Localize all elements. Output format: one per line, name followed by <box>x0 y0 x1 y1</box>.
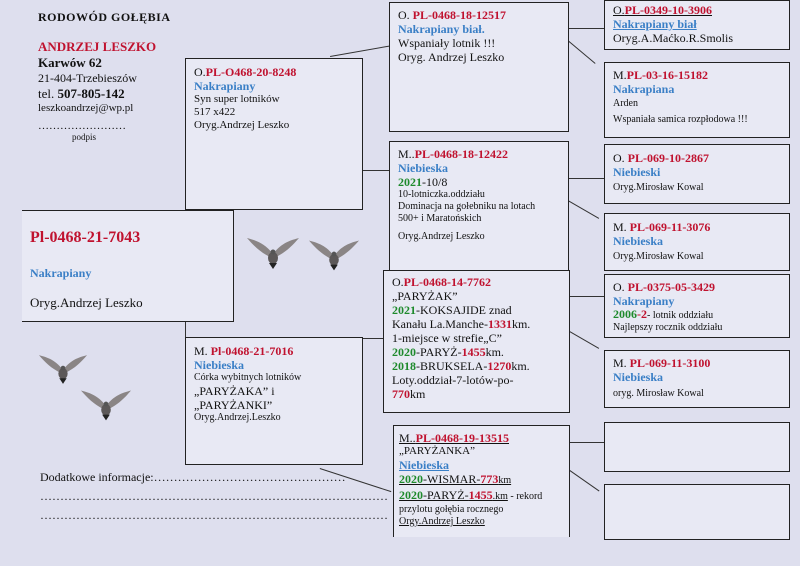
fm-line3: 500+ i Maratońskich <box>398 213 482 224</box>
subject-color: Nakrapiany <box>30 266 92 280</box>
mf-r1-text2: Kanału La.Manche- <box>392 317 488 331</box>
mm-name: „PARYŻANKA” <box>399 445 475 457</box>
connector-line <box>568 296 604 297</box>
subject-box <box>22 210 234 322</box>
connector-line <box>568 330 600 349</box>
g2-line2: Wspaniała samica rozpłodowa !!! <box>613 114 748 125</box>
additional-info <box>40 470 388 523</box>
g6-breeder: oryg. Mirosław Kowal <box>613 388 704 399</box>
mother-ring: Pl-0468-21-7016 <box>210 344 294 358</box>
g3-breeder: Oryg.Mirosław Kowal <box>613 182 704 193</box>
g2-color: Nakrapiana <box>613 82 675 96</box>
mf-r3 <box>392 345 561 359</box>
mf-ring-row <box>392 275 561 289</box>
additional-dots1: ………………………………………… <box>153 470 346 484</box>
mm-r2-year: 2020 <box>399 488 423 502</box>
mf-r5-km: 770 <box>392 387 410 401</box>
pigeon-icon <box>308 238 360 272</box>
connector-line <box>362 338 384 339</box>
g5-year-row <box>613 308 781 322</box>
mm-r1 <box>399 472 564 488</box>
g2-line1: Arden <box>613 98 638 109</box>
g7-box <box>604 422 790 472</box>
connector-line <box>568 200 600 219</box>
g2-box <box>604 62 790 138</box>
mm-r1-km: 773 <box>480 472 499 486</box>
father-ring: PL-O468-20-8248 <box>205 65 297 79</box>
g5-color: Nakrapiany <box>613 294 675 308</box>
g4-ring: PL-069-11-3076 <box>629 220 711 234</box>
mm-r1-unit: km <box>498 475 512 486</box>
owner-street: Karwów 62 <box>38 55 102 70</box>
mf-r1 <box>392 303 561 317</box>
g3-ring-row <box>613 151 781 165</box>
fm-prefix: M.. <box>398 147 415 161</box>
mm-ring: PL-0468-19-13515 <box>415 431 509 445</box>
connector-line <box>568 28 604 29</box>
g1-ring-row <box>613 3 781 17</box>
mf-r3-text: -PARYŻ- <box>416 345 462 359</box>
mf-r4-km: 1270 <box>487 359 512 373</box>
g6-prefix: M. <box>613 356 627 370</box>
father-line2: 517 x422 <box>194 106 236 118</box>
father-color: Nakrapiany <box>194 79 256 93</box>
mf-prefix: O. <box>392 275 404 289</box>
mm-color: Niebieska <box>399 458 450 472</box>
mf-r3-year: 2020 <box>392 345 416 359</box>
ff-prefix: O. <box>398 8 410 22</box>
additional-label: Dodatkowe informacje: <box>40 470 154 484</box>
owner-phone: 507-805-142 <box>57 86 125 101</box>
g2-prefix: M. <box>613 68 627 82</box>
g1-breeder: Oryg.A.Maćko.R.Smolis <box>613 31 733 45</box>
fm-color: Niebieska <box>398 161 449 175</box>
g1-ring: PL-0349-10-3906 <box>624 3 712 17</box>
mf-r5b <box>392 387 561 401</box>
g4-breeder: Oryg.Mirosław Kowal <box>613 251 704 262</box>
mf-r4-unit: km. <box>511 359 530 373</box>
mm-r2-text: -PARYŻ- <box>423 488 469 502</box>
page-title: RODOWÓD GOŁĘBIA <box>38 10 171 24</box>
mf-ring: PL-0468-14-7762 <box>403 275 491 289</box>
mf-r5: Loty.oddział-7-lotów-po- <box>392 373 514 387</box>
g5-year: 2006 <box>613 307 637 321</box>
g5-line2: Najlepszy rocznik oddziału <box>613 322 723 333</box>
father-ring-row <box>194 65 354 79</box>
mother-breeder: Oryg.Andrzej.Leszko <box>194 412 281 423</box>
g5-year-rest: - lotnik oddziału <box>647 310 714 321</box>
mm-line3: przylotu gołębia rocznego <box>399 504 504 515</box>
mother-color: Niebieska <box>194 358 245 372</box>
additional-dots3: …………………………………………………………………………… <box>40 508 388 522</box>
additional-dots2: …………………………………………………………………………… <box>40 489 388 503</box>
g6-ring-row <box>613 356 781 370</box>
connector-line <box>569 470 599 491</box>
connector-line <box>362 170 390 171</box>
signature-label: podpis <box>72 132 97 142</box>
mf-box <box>383 270 570 413</box>
additional-row1 <box>40 470 346 485</box>
mf-r4 <box>392 359 561 373</box>
g1-prefix: O. <box>613 3 625 17</box>
connector-line <box>567 40 595 64</box>
mf-r1b <box>392 317 561 331</box>
mf-r5-unit: km <box>410 387 426 401</box>
g4-prefix: M. <box>613 220 627 234</box>
mm-r2-rest: - rekord <box>507 491 543 502</box>
fm-box <box>389 141 569 271</box>
fm-year-row <box>398 175 560 189</box>
fm-ring: PL-0468-18-12422 <box>414 147 508 161</box>
connector-line <box>330 46 389 57</box>
mf-r2: 1-miejsce w strefie„C” <box>392 331 502 345</box>
g1-box <box>604 0 790 50</box>
father-breeder: Oryg.Andrzej Leszko <box>194 119 290 131</box>
mother-prefix: M. <box>194 344 208 358</box>
subject-breeder: Oryg.Andrzej Leszko <box>30 295 143 310</box>
mother-line2: „PARYŻAKA” i <box>194 384 275 398</box>
fm-ring-row <box>398 147 560 161</box>
ff-box <box>389 2 569 132</box>
ff-line1: Wspaniały lotnik !!! <box>398 36 496 50</box>
mf-r3-km: 1455 <box>461 345 486 359</box>
mother-box <box>185 337 363 465</box>
g4-ring-row <box>613 220 781 234</box>
signature-dots: …………………… <box>38 120 126 132</box>
g3-prefix: O. <box>613 151 625 165</box>
mother-line3: „PARYŻANKI” <box>194 398 273 412</box>
mm-r1-text: -WISMAR- <box>423 472 481 486</box>
g8-box <box>604 484 790 540</box>
fm-year: 2021 <box>398 175 422 189</box>
mm-breeder: Orgy.Andrzej Leszko <box>399 516 485 527</box>
father-box <box>185 58 363 210</box>
fm-breeder: Oryg.Andrzej Leszko <box>398 231 485 242</box>
owner-email: leszkoandrzej@wp.pl <box>38 102 134 114</box>
mother-line1: Córka wybitnych lotników <box>194 372 302 383</box>
g5-ring: PL-0375-05-3429 <box>627 280 715 294</box>
g4-color: Niebieska <box>613 234 664 248</box>
g3-color: Niebieski <box>613 165 661 179</box>
g6-ring: PL-069-11-3100 <box>629 356 711 370</box>
mm-r1-year: 2020 <box>399 472 423 486</box>
g4-box <box>604 213 790 271</box>
ff-ring: PL-0468-18-12517 <box>412 8 506 22</box>
mm-r2-unit: .km <box>492 491 508 502</box>
mf-r4-year: 2018 <box>392 359 416 373</box>
header <box>36 10 206 142</box>
father-prefix: O. <box>194 65 206 79</box>
pigeon-icon <box>246 236 300 270</box>
pigeon-icon <box>80 388 132 422</box>
mf-name: „PARYŻAK” <box>392 289 458 303</box>
connector-line <box>568 178 604 179</box>
owner-name: ANDRZEJ LESZKO <box>38 39 157 54</box>
mother-ring-row <box>194 344 354 358</box>
mm-ring-row <box>399 431 564 445</box>
g1-color: Nakrapiany biał <box>613 17 697 31</box>
ff-color: Nakrapiany biał. <box>398 22 485 36</box>
g6-box <box>604 350 790 408</box>
ff-ring-row <box>398 8 560 22</box>
mf-r4-text: -BRUKSELA- <box>416 359 488 373</box>
subject-ring: Pl-0468-21-7043 <box>30 229 141 246</box>
pigeon-icon <box>38 352 88 386</box>
mf-r3-unit: km. <box>485 345 504 359</box>
father-line1: Syn super lotników <box>194 93 280 105</box>
mf-r1-text: -KOKSAJIDE znad <box>416 303 512 317</box>
mf-r1-year: 2021 <box>392 303 416 317</box>
g5-ring-row <box>613 280 781 294</box>
fm-year-rest: -10/8 <box>422 175 448 189</box>
mm-r2 <box>399 488 564 504</box>
g2-ring: PL-03-16-15182 <box>626 68 708 82</box>
g3-box <box>604 144 790 204</box>
owner-phone-row <box>38 86 206 102</box>
fm-line2: Dominacja na gołebniku na lotach <box>398 201 536 212</box>
mm-prefix: M.. <box>399 431 416 445</box>
mm-box <box>393 425 570 537</box>
g5-year-num: -2 <box>637 307 647 321</box>
g2-ring-row <box>613 68 781 82</box>
g3-ring: PL-069-10-2867 <box>627 151 709 165</box>
g6-color: Niebieska <box>613 370 664 384</box>
phone-prefix: tel. <box>38 86 55 101</box>
owner-city: 21-404-Trzebieszów <box>38 71 137 85</box>
connector-line <box>570 442 604 443</box>
g5-box <box>604 274 790 338</box>
mf-r1-km: 1331 <box>487 317 512 331</box>
mf-r1-unit: km. <box>511 317 531 331</box>
ff-breeder: Oryg. Andrzej Leszko <box>398 50 505 64</box>
mm-r2-km: 1455 <box>468 488 493 502</box>
fm-line1: 10-lotniczka.oddziału <box>398 189 485 200</box>
g5-prefix: O. <box>613 280 625 294</box>
